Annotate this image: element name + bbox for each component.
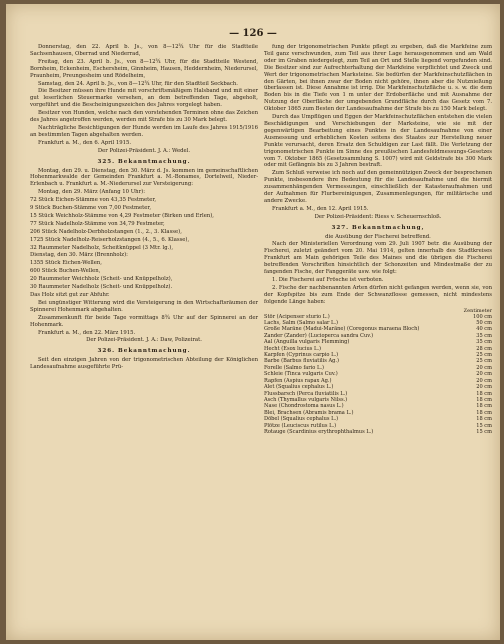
- fish-min-length: 20 cm: [476, 384, 492, 391]
- paragraph: Nach der Ministeriellen Verordnung vom 29. Juli 1907 betr. die Ausübung der Fischerei, zuletzt geändert vom 20. Mai 1914, gelten innerhalb des Stadtkreises Frankfurt am Main gehörigen Teile des Maines und die übrigen die Fischerei betreffenden Vorschriften hinsichtlich der Schonzeiten und Mindestmaße der zu fangenden Fische, der Fanggeräte usw. wie folgt:: [264, 241, 492, 276]
- paragraph: Frankfurt a. M., den 22. März 1915.: [38, 329, 136, 336]
- paragraph: fung der trigonometrischen Punkte pflegt zu ergeben, daß die Markfeine zum Teil ganz verschwunden, zum Teil aus ihrer Lage herausgenommen und am Wald oder im Graben niedergelegt, zum Teil an Ort und Stelle liegend vorgefunden sind. Die Besitzer sind zur Aufrechterhaltung der Markfeine verpflichtet und Zweck und Wert der trigonometrischen Marksteine. Sie bedürfen der Markfeinschutzflächen in den Gärten, bei ihnen zwar der Boden nicht gehöre, ihnen aber die Nutznießung überlassen ist. Diese Annahme ist irrig. Die Markfeinschutzfläche u. s. w. die dem Boden bis in die Tiefe von 1 m unter der Erdoberfläche und mit Ausnahme der Nutzung der Oberfläche der umgebenden Grundfläche durch das Gesetz vom 7. Oktober 1865 zum Besten der Landesaufnahme der Strafe bis zu 150 Mark belegt.: [264, 44, 492, 113]
- paragraph: 2. Fische der nachbenannten Arten dürfen nicht gefangen werden, wenn sie, von der Kopfspitze bis zum Ende der Schwanzflosse gemessen, nicht mindestens folgende Länge haben:: [264, 284, 492, 305]
- paragraph: Donnerstag, den 22. April b. Js., von 8—12¾ Uhr für die Stadtteile Sachsenhausen, Oberrad und Niederrad,: [30, 44, 258, 57]
- paragraph: Montag, den 29. März (Anfang 10 Uhr):: [38, 189, 145, 196]
- fish-min-length: 18 cm: [476, 416, 492, 423]
- paragraph: Montag, den 29. u. Dienstag, den 30. März d. Js. kommen im gemeinschaftlichen Hohenmarkwalde der Gemeinden Frankfurt a. M.-Bonames, Dortelweil, Nieder-Erlenbach u. Frankfurt a. M.-Niederursel zur Versteigerung:: [30, 167, 258, 188]
- list-item: 15 Stück Weichholz-Stämme von 4,29 Festmeter (Birken und Erlen),: [30, 212, 214, 219]
- left-top-paragraphs: [30, 44, 258, 147]
- list-item: 30 Raummeter Nadelholz (Scheit- und Knüppelholz).: [30, 284, 173, 291]
- list-item: 600 Stück Buchen-Wellen,: [30, 268, 101, 275]
- section-325-heading: [30, 159, 258, 166]
- fish-min-length: 18 cm: [476, 403, 492, 410]
- fish-name: Blei, Brachsen (Abramis brama L.): [264, 409, 354, 416]
- section-327-heading: [264, 225, 492, 232]
- section-325-signature: Der Polizei-Präsident. J. A.: Daw, Polizeirat.: [86, 337, 202, 344]
- section-326-paragraph: Seit den einzigen Jahren von der trigonometrischen Abteilung der Königlichen Landesaufnahme ausgeführte Prü-: [30, 357, 258, 371]
- list-item: 32 Raummeter Nadelholz, Scheitknüppel (3 Mtr. lg.),: [30, 244, 174, 251]
- fish-min-length: 18 cm: [476, 396, 492, 403]
- list-item: 206 Stück Nadelholz-Derbholzstangen (1., 2., 3. Klasse),: [30, 228, 182, 235]
- list-item: Das Holz sitzt gut zur Abfuhr.: [30, 292, 110, 298]
- paragraph: Durch das Umpflügen und Eggen der Markfeinschutzflächen entstehen die vielen Beschädigungen und Verschiebungen der Marksteine, wie sie mit der gegenwärtigen Bearbeitung eines Punktes in der Landesaufnahme von einer Ausmessung und erheblichen Kosten seitens des Staates zur Herstellung neuer Punkte verursacht, deren Ersatz den Schuldigen zur Last fällt. Die Verletzung der trigonometrischen Punkte im Sinne des preußischen Landesfeldmessungs-Gesetzes vom 7. Oktober 1865 (Gesetzsammlung S. 1007) wird mit Geldstrafe bis 300 Mark oder mit Gefängnis bis zu 3 Jahren bestraft.: [264, 114, 492, 169]
- fish-min-length: 20 cm: [476, 364, 492, 371]
- fish-min-length: 28 cm: [476, 345, 492, 352]
- section-325-paragraphs: [30, 168, 258, 197]
- fish-min-length: 20 cm: [476, 371, 492, 378]
- list-item: 1355 Stück Eichen-Wellen,: [30, 260, 102, 267]
- paragraph: Frankfurt a. M., den 12. April 1915.: [272, 205, 369, 212]
- left-column: [30, 44, 258, 372]
- fish-min-length: 40 cm: [476, 326, 492, 333]
- list-item: Dienstag, den 30. März (Brennholz):: [30, 252, 128, 259]
- section-326-title: Bekanntmachung.: [118, 348, 191, 355]
- right-signature-1: Der Polizei-Präsident: Riess v. Scheuernschloß.: [314, 213, 442, 220]
- left-signature-1: Der Polizei-Präsident. J. A.: Wedel.: [97, 147, 191, 154]
- fish-size-list: [264, 314, 492, 436]
- fish-name: Alet (Squalius cephalus L.): [264, 384, 334, 391]
- fish-name: Lachs, Salm (Salmo salar L.): [264, 320, 339, 327]
- fish-name: Rapfen (Aspius rapax Ag.): [264, 377, 332, 384]
- paragraph: Besitzer von Hunden, welche nach den vorstehenden Terminen ohne das Zeichen des Jahres angetroffen werden, werden mit Strafe bis zu 30 Mark belegt.: [30, 110, 258, 124]
- fish-min-length: 35 cm: [476, 339, 492, 346]
- list-item: 77 Stück Nadelholz-Stämme von 34,79 Festmeter,: [30, 220, 165, 227]
- fish-min-length: 20 cm: [476, 377, 492, 384]
- fish-name: Nase (Chondrostoma nasus L.): [264, 403, 344, 410]
- paragraph: Die Besitzer müssen ihre Hunde mit vorschriftsmäßigem Halsband und mit einer gut leserlichen Steuermarke versehen, an dem betreffenden Tage, abgeholt, vorgeführt und die Bescheinigungszeichen des Jahres vorgelegt haben.: [30, 88, 258, 109]
- paragraph: Zusammenkunft für beide Tage vormittags 8¾ Uhr auf der Spinnerei an der Hohenmark.: [30, 314, 258, 328]
- paragraph: Freitag, den 23. April b. Js., von 8—12¾ Uhr, für die Stadtteile Westend, Bornheim, Eckenheim, Eschersheim, Ginnheim, Hausen, Heddernheim, Niederursel, Praunheim, Preungesheim und Rödelheim,: [30, 58, 258, 79]
- fish-name: Aal (Anguilla vulgaris Flemming): [264, 339, 350, 346]
- page-number: — 126 —: [229, 28, 277, 39]
- fish-min-length: 25 cm: [476, 352, 492, 359]
- section-327-number: 327.: [331, 224, 350, 231]
- paragraph: Nachträgliche Besichtigungen der Hunde werden im Laufe des Jahres 1915/1916 an bestimmten Tagen abgehalten werden.: [30, 124, 258, 138]
- list-item: 72 Stück Eichen-Stämme von 43,35 Festmeter,: [30, 197, 157, 204]
- section-325-title: Bekanntmachung.: [118, 158, 191, 165]
- fish-name: Asch (Thymallus vulgaris Nilss.): [264, 396, 348, 403]
- list-item: 9 Stück Buchen-Stämme von 7,00 Festmeter,: [30, 205, 152, 212]
- fish-min-length: 15 cm: [476, 428, 492, 435]
- fish-name: Döbel (Squalius cephalus L.): [264, 416, 339, 423]
- section-326-heading: [30, 348, 258, 355]
- section-327-title: Bekanntmachung,: [352, 224, 425, 231]
- paragraph: Zum Schluß verweise ich noch auf den gemeinnützigen Zweck der besprochenen Punkte, insbesondere ihre Bedeutung für die Landesaufnahme und die hiermit zusammenhängenden Vermessungen, einschließlich der Katasteraufnahmen und der Aufnahmen für Flurbereinigungen, Zusammenlegungen, für militärische und andere Zwecke.: [264, 170, 492, 204]
- fish-min-length: 100 cm: [472, 313, 492, 320]
- document-page: [6, 4, 500, 640]
- fish-row: [264, 429, 492, 435]
- fish-name: Plötze (Leuciscus rutilus L.): [264, 422, 337, 429]
- fish-min-length: 25 cm: [476, 358, 492, 365]
- right-top-paragraphs: [264, 44, 492, 213]
- paragraph: Frankfurt a. M., den 6. April 1915.: [38, 139, 132, 146]
- section-325-items: [30, 197, 258, 299]
- section-326-number: 326.: [97, 348, 116, 355]
- paragraph: Bei ungünstiger Witterung wird die Versteigerung in den Wirtschaftsräumen der Spinnerei Hohenmark abgehalten.: [30, 299, 258, 313]
- paragraph: 1. Die Fischerei auf Frösche ist verboten.: [272, 277, 384, 283]
- fish-name: Zander (Zander) (Lucioperca sandra Cuv.): [264, 332, 374, 339]
- fish-name: Rotauge (Scardinius erythrophthalmus L.): [264, 428, 374, 435]
- fish-min-length: 18 cm: [476, 409, 492, 416]
- fish-name: Große Maräne (Madui-Maräne) (Coregonus maraena Bloch): [264, 326, 420, 333]
- fish-size-header: Zentimeter: [463, 307, 492, 314]
- list-item: 1725 Stück Nadelholz-Reiserholzstangen (4., 5., 6. Klasse),: [30, 236, 190, 243]
- fish-name: Hecht (Esox lucius L.): [264, 345, 322, 352]
- fish-name: Schleie (Tinca vulgaris Cuv.): [264, 371, 338, 378]
- fish-name: Forelle (Salmo fario L.): [264, 364, 324, 371]
- list-item: 20 Raummeter Weichholz (Scheit- und Knüppelholz),: [30, 276, 173, 283]
- section-325-number: 325.: [97, 158, 116, 165]
- fish-min-length: 35 cm: [476, 332, 492, 339]
- fish-name: Flussbarsch (Perca fluviatilis L.): [264, 390, 348, 397]
- section-327-subtitle: die Ausübung der Fischerei betreffend.: [325, 233, 431, 240]
- fish-min-length: 18 cm: [476, 390, 492, 397]
- section-327-paragraphs: [264, 241, 492, 305]
- right-column: [264, 44, 492, 435]
- fish-min-length: 50 cm: [476, 320, 492, 327]
- fish-name: Barbe (Barbus fluviatilis Ag.): [264, 358, 340, 365]
- fish-name: Stör (Acipenser sturio L.): [264, 313, 330, 320]
- section-325-closing: [30, 300, 258, 337]
- paragraph: Samstag, den 24. April b. Js., von 8—12¾ Uhr, für den Stadtteil Seckbach.: [38, 80, 238, 87]
- fish-min-length: 15 cm: [476, 422, 492, 429]
- fish-name: Karpfen (Cyprinus carpio L.): [264, 352, 339, 359]
